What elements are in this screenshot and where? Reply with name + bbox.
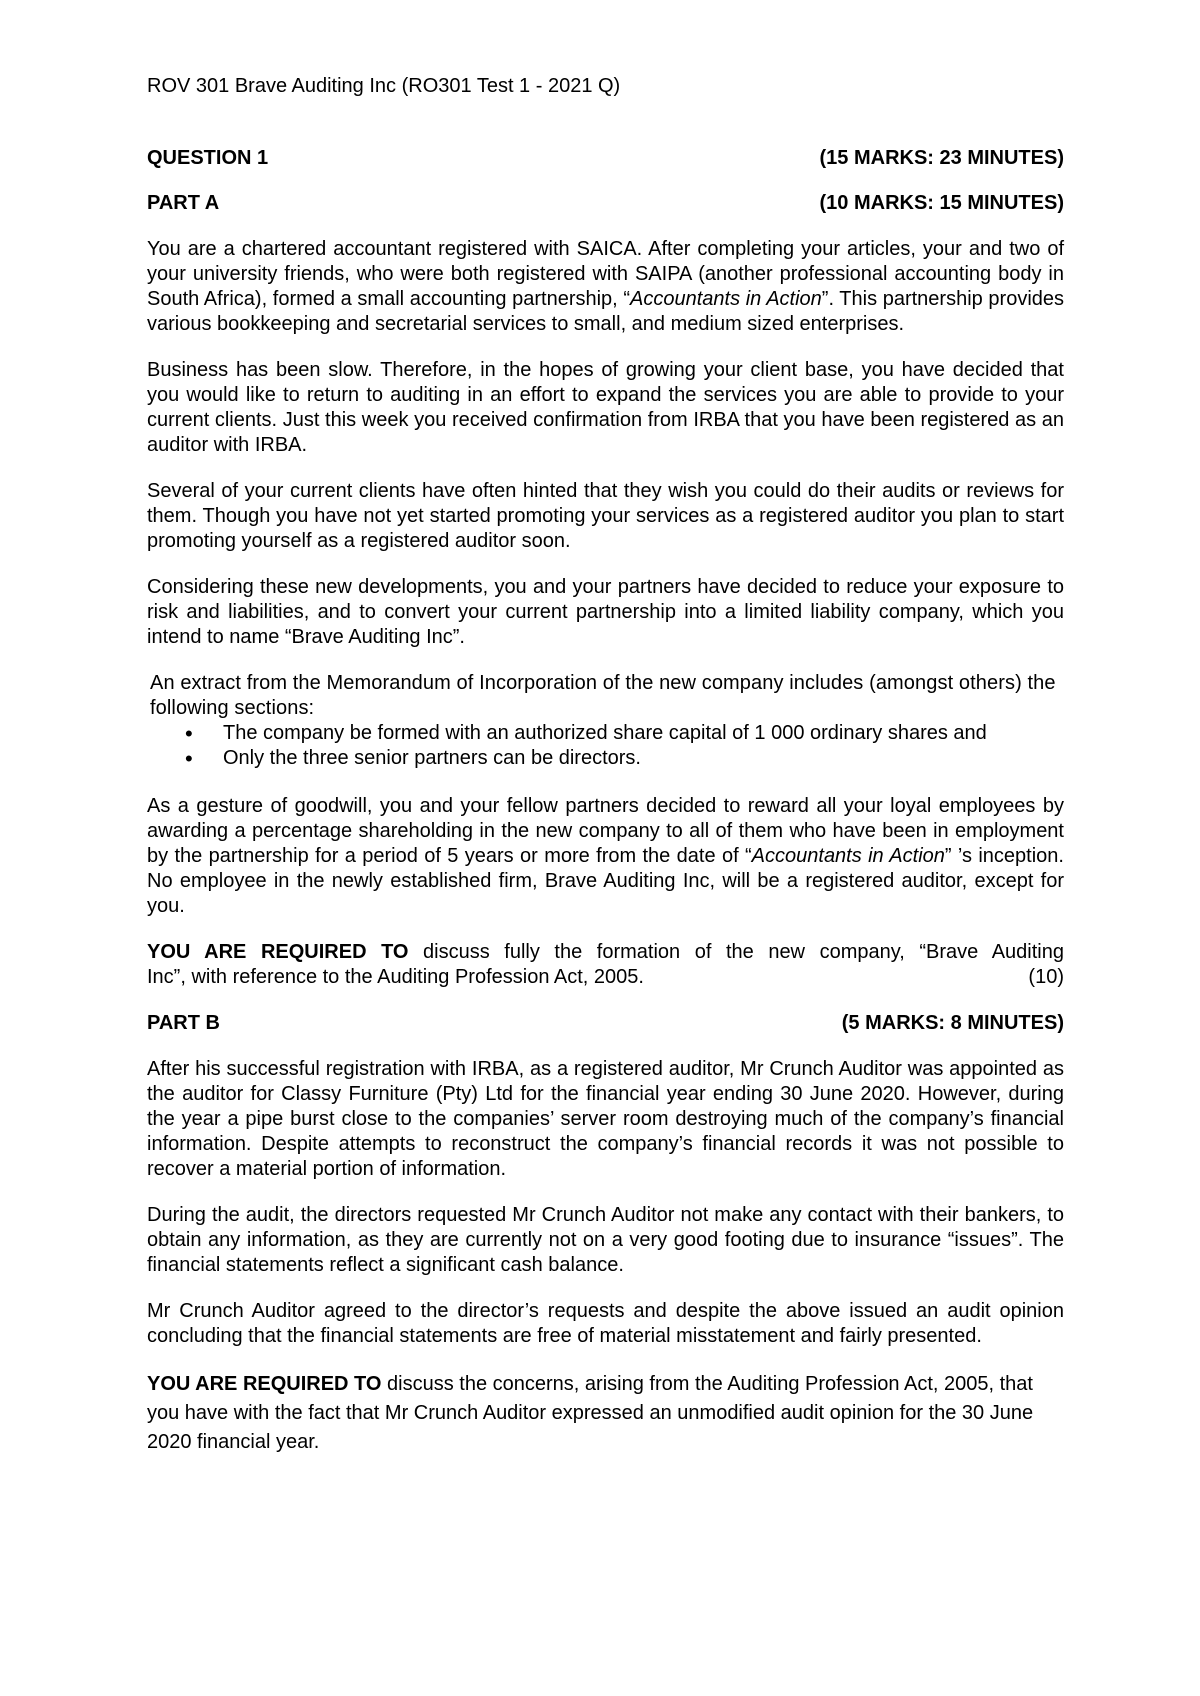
part-a-paragraph-3: Several of your current clients have often hinted that they wish you could do their audits or reviews for them. Though you have not yet started promoting your services as a registered auditor you plan to start promoting yourself as a registered auditor soon. xyxy=(147,480,1064,552)
moi-extract-intro: An extract from the Memorandum of Incorporation of the new company includes (amongst others) the following sections: xyxy=(150,672,1056,719)
text-span: discuss the concerns, arising from the Auditing Profession Act, 2005, that you have with the fact that Mr Crunch Auditor expressed an unmodified audit opinion for the 30 June 2020 financial year. xyxy=(147,1373,1034,1453)
page-header: ROV 301 Brave Auditing Inc (RO301 Test 1 - 2021 Q) xyxy=(147,75,621,97)
part-b-paragraph-1: After his successful registration with IRBA, as a registered auditor, Mr Crunch Auditor was appointed as the auditor for Classy Furniture (Pty) Ltd for the financial year ending 30 June 2020. However, during the year a pipe burst close to the companies’ server room destroying much of the company’s financial information. Despite attempts to reconstruct the company’s financial records it was not possible to recover a material portion of information. xyxy=(147,1058,1064,1180)
question-label: QUESTION 1 xyxy=(147,147,269,169)
italic-firm-name: Accountants in Action xyxy=(630,288,822,310)
part-b-label: PART B xyxy=(147,1012,220,1034)
part-a-paragraph-4: Considering these new developments, you and your partners have decided to reduce your exposure to risk and liabilities, and to convert your current partnership into a limited liability company, which you intend to name “Brave Auditing Inc”. xyxy=(147,576,1064,648)
text-span: Inc”, with reference to the Auditing Profession Act, 2005. xyxy=(147,966,644,988)
part-a-heading xyxy=(147,191,1064,215)
list-item: • Only the three senior partners can be directors. xyxy=(147,746,1064,771)
required-label: YOU ARE REQUIRED TO xyxy=(147,1373,382,1395)
part-b-marks: (5 MARKS: 8 MINUTES) xyxy=(841,1012,1064,1034)
question-marks: (15 MARKS: 23 MINUTES) xyxy=(819,147,1064,169)
text-span: ” ’s inception. No employee in the newly established firm, Brave Auditing Inc, will be a registered auditor, except for you. xyxy=(147,845,1064,917)
part-a-requirement xyxy=(147,940,1064,990)
part-a-paragraph-1 xyxy=(147,237,1064,337)
part-b-paragraph-3: Mr Crunch Auditor agreed to the director’s requests and despite the above issued an audit opinion concluding that the financial statements are free of material misstatement and fairly presented. xyxy=(147,1300,1064,1347)
text-span: ”. This partnership provides various bookkeeping and secretarial services to small, and medium sized enterprises. xyxy=(147,288,1065,335)
text-span: discuss fully the formation of the new company, “Brave Auditing xyxy=(408,941,1064,963)
moi-bullet-list xyxy=(147,721,1064,771)
part-a-paragraph-2: Business has been slow. Therefore, in the hopes of growing your client base, you have decided that you would like to return to auditing in an effort to expand the services you are able to provide to your current clients. Just this week you received confirmation from IRBA that you have been registered as an auditor with IRBA. xyxy=(147,359,1064,456)
part-b-paragraph-2: During the audit, the directors requested Mr Crunch Auditor not make any contact with their bankers, to obtain any information, as they are currently not on a very good footing due to insurance “issues”. The financial statements reflect a significant cash balance. xyxy=(147,1204,1064,1276)
text-span: You are a chartered accountant registered with SAICA. After completing your articles, your and two of your university friends, who were both registered with SAIPA (another professional accounting body in South Africa), formed a small accounting partnership, “ xyxy=(147,238,1064,310)
part-a-marks: (10 MARKS: 15 MINUTES) xyxy=(819,192,1064,214)
italic-firm-name: Accountants in Action xyxy=(751,845,945,867)
list-item: • The company be formed with an authorized share capital of 1 000 ordinary shares and xyxy=(147,721,1064,746)
requirement-marks: (10) xyxy=(1028,966,1064,988)
required-label: YOU ARE REQUIRED TO xyxy=(147,941,409,963)
part-a-paragraph-6 xyxy=(147,794,1064,919)
part-b-requirement xyxy=(147,1370,1064,1457)
part-a-label: PART A xyxy=(147,192,220,214)
question-heading xyxy=(147,146,1064,170)
text-span: As a gesture of goodwill, you and your fellow partners decided to reward all your loyal employees by awarding a percentage shareholding in the new company to all of them who have been in employment by the partnership for a period of 5 years or more from the date of “ xyxy=(147,795,1064,867)
part-b-heading xyxy=(147,1011,1064,1035)
